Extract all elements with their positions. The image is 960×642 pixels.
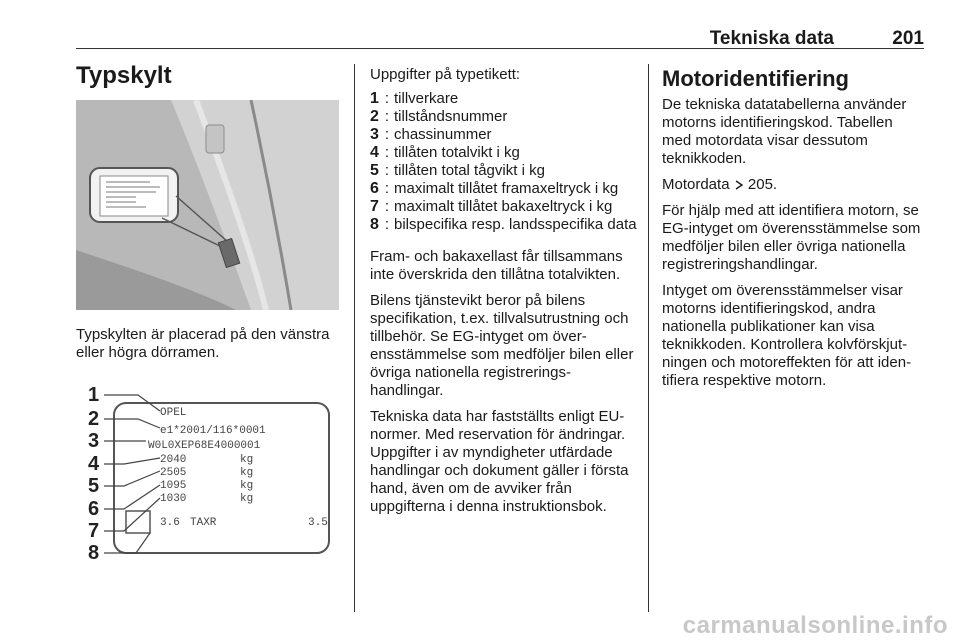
plate-legend-list [370,90,638,234]
paragraph-eu-norms: Tekniska data har fastställts enligt EU-normer. Med reservation för ändringar. Uppgifter i av myndigheter utfärdade handlingar och dokument gäller i första hand, även om de avviker från uppgifterna i denna instruktionsbok. [370,408,629,515]
plate-line-7: 1030 [160,493,187,505]
plate-unit-4: kg [240,493,254,505]
paragraph-engine-certificate: Intyget om överensstämmelser visar motorns identifieringskod, andra nationella publikationer kan visa teknikkoden. Kontrollera kolvförskjutningen och motoreffekten för att identifiera respektive motorn. [662,282,912,389]
item-text: maximalt tillåtet framaxeltryck i kg [394,180,619,197]
figure-caption: Typskylten är placerad på den vänstra eller högra dörramen. [76,326,330,361]
paragraph-axle-load: Fram- och bakaxellast får tillsammans inte överskrida den tillåtna totalvikten. [370,248,623,283]
item-text: bilspecifika resp. landsspecifika data [394,216,637,233]
paragraph-engine-code: De tekniska datatabellerna använder motorns identifieringskod. Tabellen med motordata visar dessutom teknikkoden. [662,96,907,167]
item-number: 4 [370,144,379,161]
callout-4: 4 [88,453,100,475]
plate-unit-3: kg [240,480,254,492]
middle-column [370,66,638,524]
plate-line-3: W0L0XEP68E4000001 [148,440,261,452]
left-column [76,62,344,90]
item-number: 5 [370,162,379,179]
type-plate-svg [76,373,339,580]
door-frame-svg [76,100,339,310]
callout-3: 3 [88,430,100,452]
paragraph-engine-data-ref [662,176,926,194]
item-number: 1 [370,90,379,107]
paragraph-curb-weight: Bilens tjänstevikt beror på bilens specifikation, t.ex. tillvalsutrustning och tillbehör. Se EG-intyget om överensstämmelse som medföljer bilen eller övriga nationella registreringshandlingar. [370,292,634,399]
list-item: 6 : maximalt tillåtet framaxeltryck i kg [370,180,638,198]
list-item: 5 : tillåten total tågvikt i kg [370,162,638,180]
item-number: 2 [370,108,379,125]
section-title: Tekniska data [709,28,834,49]
door-frame-illustration [76,100,339,310]
plate-line-6: 1095 [160,480,187,492]
plate-unit-1: kg [240,454,254,466]
plate-bottom-left: 3.6 [160,517,180,529]
watermark: carmanualsonline.info [682,612,948,639]
list-item: 1 : tillverkare [370,90,638,108]
section-heading: Typskylt [76,62,172,89]
engine-id-heading: Motoridentifiering [662,66,849,91]
paragraph-engine-help: För hjälp med att identifiera motorn, se EG-intyget om överensstämmelse som medföljer bilen eller övriga nationella registreringshandlingar. [662,202,921,273]
plate-unit-2: kg [240,467,254,479]
caption-block [76,326,344,370]
plate-line-4: 2040 [160,454,187,466]
plate-bottom-mid: TAXR [190,517,217,529]
list-item: 3 : chassinummer [370,126,638,144]
item-text: tillåten total tågvikt i kg [394,162,545,179]
item-number: 6 [370,180,379,197]
type-plate-diagram [76,373,339,580]
item-text: maximalt tillåtet bakaxeltryck i kg [394,198,613,215]
plate-bottom-right: 3.5 [308,517,328,529]
callout-1: 1 [88,384,100,406]
list-item: 2 : tillståndsnummer [370,108,638,126]
page-number: 201 [892,28,924,49]
item-text: tillståndsnummer [394,108,508,125]
plate-line-2: e1*2001/116*0001 [160,425,266,437]
item-number: 3 [370,126,379,143]
callout-6: 6 [88,498,100,520]
list-item: 4 : tillåten totalvikt i kg [370,144,638,162]
column-divider-left [354,64,355,612]
list-item: 7 : maximalt tillåtet bakaxeltryck i kg [370,198,638,216]
column-divider-right [648,64,649,612]
plate-line-1: OPEL [160,407,187,419]
item-text: tillverkare [394,90,459,107]
right-column [662,66,926,398]
callout-5: 5 [88,475,100,497]
plate-intro: Uppgifter på typetikett: [370,66,521,83]
engine-data-label: Motordata [662,176,730,193]
page-reference-arrow-icon [734,180,744,190]
plate-line-5: 2505 [160,467,187,479]
item-number: 8 [370,216,379,233]
engine-data-page-link[interactable]: 205. [747,176,778,193]
callout-8: 8 [88,542,100,564]
callout-7: 7 [88,520,100,542]
list-item: 8 : bilspecifika resp. landsspecifika data [370,216,637,233]
item-text: tillåten totalvikt i kg [394,144,520,161]
item-number: 7 [370,198,379,215]
callout-2: 2 [88,408,100,430]
page-header [76,26,924,49]
item-text: chassinummer [394,126,492,143]
